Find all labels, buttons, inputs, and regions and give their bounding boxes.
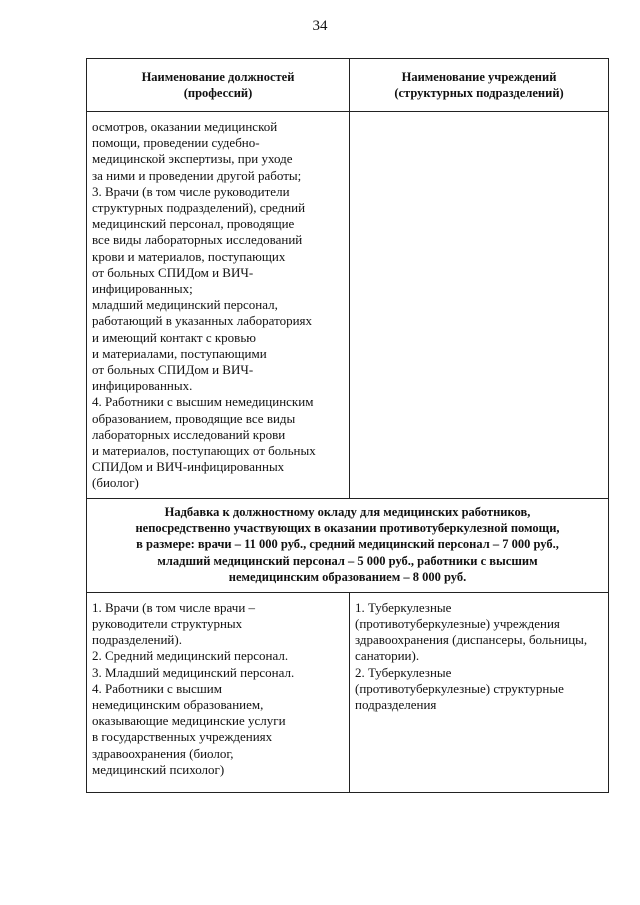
allowance-line: в размере: врачи – 11 000 руб., средний медицинский персонал – 7 000 руб., [136,537,559,552]
text-line: 4. Работники с высшим немедицинским [92,394,314,410]
row1-institutions-cell [350,112,609,499]
table-header-row [87,59,609,112]
header-institutions-line: (структурных подразделений) [394,86,564,100]
page-number: 34 [312,18,328,34]
header-positions-line: (профессий) [183,86,253,100]
text-line: от больных СПИДом и ВИЧ- [92,362,254,378]
allowance-heading [87,498,609,592]
text-line: подразделения [355,696,437,712]
header-positions-line: Наименование должностей [141,70,295,84]
text-line: от больных СПИДом и ВИЧ- [92,264,254,280]
text-line: медицинский персонал, проводящие [92,216,295,232]
text-line: медицинской экспертизы, при уходе [92,151,293,167]
row2-institutions-cell [350,592,609,792]
text-line: и материалами, поступающими [92,345,267,361]
text-line: структурных подразделений), средний [92,200,306,216]
text-line: 1. Врачи (в том числе врачи – [92,599,256,615]
text-line: за ними и проведении другой работы; [92,167,302,183]
text-line: здравоохранения (диспансеры, больницы, [355,632,588,648]
text-line: подразделений). [92,632,182,648]
text-line: все виды лабораторных исследований [92,232,303,248]
row2-positions-cell [87,592,350,792]
header-institutions-line: Наименование учреждений [401,70,557,84]
text-line: 1. Туберкулезные [355,599,452,615]
text-line: инфицированных; [92,281,193,297]
text-line: помощи, проведении судебно- [92,135,260,151]
table-row [87,592,609,792]
text-line: (противотуберкулезные) учреждения [355,615,560,631]
text-line: работающий в указанных лабораториях [92,313,313,329]
header-positions [87,59,350,112]
allowance-line: младший медицинский персонал – 5 000 руб., работники с высшим [157,553,538,568]
allowance-line: непосредственно участвующих в оказании противотуберкулезной помощи, [135,521,560,536]
text-line: оказывающие медицинские услуги [92,713,286,729]
text-line: крови и материалов, поступающих [92,248,286,264]
text-line: инфицированных. [92,378,193,394]
text-line: немедицинским образованием, [92,696,264,712]
header-institutions [350,59,609,112]
text-line: в государственных учреждениях [92,729,273,745]
text-line: и имеющий контакт с кровью [92,329,256,345]
allowance-line: Надбавка к должностному окладу для медицинских работников, [164,504,531,519]
row1-positions-cell [87,112,350,499]
text-line: 3. Врачи (в том числе руководители [92,183,290,199]
allowance-line: немедицинским образованием – 8 000 руб. [228,570,467,585]
text-line: образованием, проводящие все виды [92,410,296,426]
text-line: здравоохранения (биолог, [92,745,234,761]
text-line: (биолог) [92,475,139,491]
text-line: осмотров, оказании медицинской [92,119,278,134]
text-line: 2. Средний медицинский персонал. [92,648,289,664]
allowance-row [87,498,609,592]
text-line: лабораторных исследований крови [92,426,286,442]
text-line: руководители структурных [92,615,243,631]
text-line: (противотуберкулезные) структурные [355,680,564,696]
text-line: младший медицинский персонал, [92,297,278,313]
text-line: 3. Младший медицинский персонал. [92,664,295,680]
text-line: медицинский психолог) [92,761,225,777]
text-line: санатории). [355,648,420,664]
text-line: 2. Туберкулезные [355,664,452,680]
table-row [87,112,609,499]
positions-table [86,58,609,793]
text-line: СПИДом и ВИЧ-инфицированных [92,459,285,475]
text-line: 4. Работники с высшим [92,680,222,696]
text-line: и материалов, поступающих от больных [92,443,316,459]
